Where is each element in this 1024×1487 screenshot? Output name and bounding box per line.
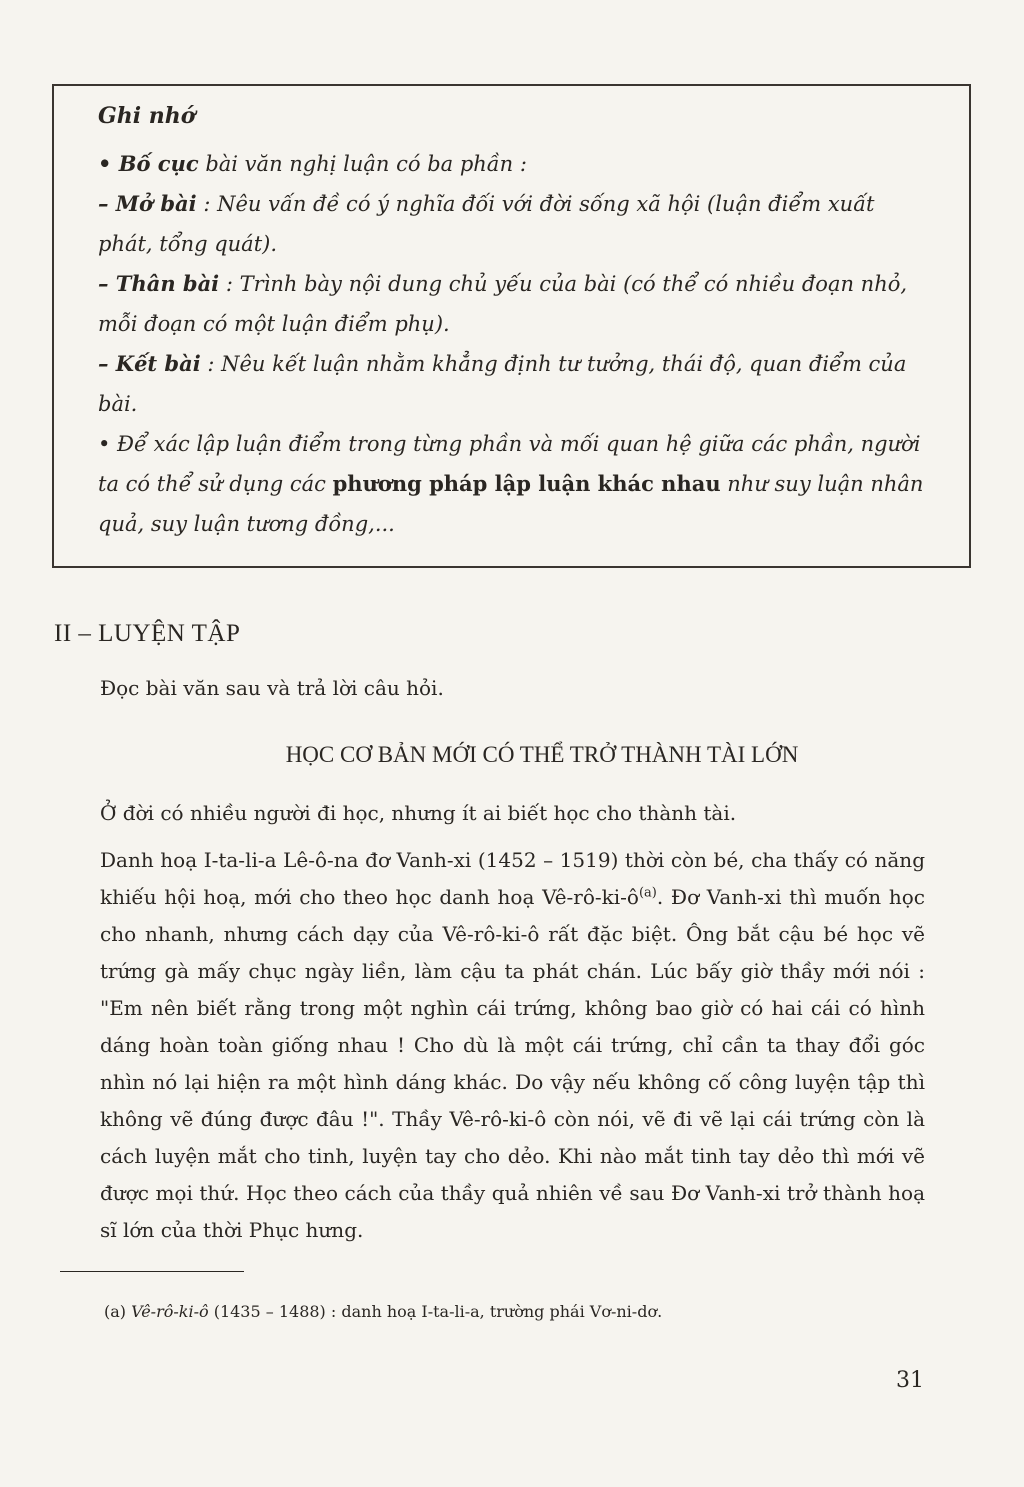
note-structure-bullet	[98, 144, 929, 184]
essay-paragraph-1: Ở đời có nhiều người đi học, nhưng ít ai biết học cho thành tài.	[100, 801, 737, 825]
note-bullet2-start: • Để xác lập luận điểm trong từng phần và mối quan hệ giữa các phần, người ta có thể sử dụng các	[98, 432, 921, 496]
exercise-instruction: Đọc bài văn sau và trả lời câu hỏi.	[100, 676, 444, 700]
ket-bai-text: : Nêu kết luận nhằm khẳng định tư tưởng, thái độ, quan điểm của bài.	[98, 352, 907, 416]
essay-p2-after: . Đơ Vanh-xi thì muốn học cho nhanh, nhưng cách dạy của Vê-rô-ki-ô rất đặc biệt. Ông bắt cậu bé học vẽ trứng gà mấy chục ngày liền, làm cậu ta phát chán. Lúc bấy giờ thầy mới nói : "Em nên biết rằng trong một nghìn cái trứng, không bao giờ có hai cái có hình dáng hoàn toàn giống nhau ! Cho dù là một cái trứng, chỉ cần ta thay đổi góc nhìn nó lại hiện ra một hình dáng khác. Do vậy nếu không cố công luyện tập thì không vẽ đúng được đâu !". Thầy Vê-rô-ki-ô còn nói, vẽ đi vẽ lại cái trứng còn là cách luyện mắt cho tinh, luyện tay cho dẻo. Khi nào mắt tinh tay dẻo thì mới vẽ được mọi thứ. Học theo cách của thầy quả nhiên về sau Đơ Vanh-xi trở thành hoạ sĩ lớn của thời Phục hưng.	[100, 885, 925, 1242]
footnote-reference: (a)	[638, 885, 657, 901]
footnote-divider	[60, 1271, 244, 1272]
mo-bai-label: – Mở bài	[98, 191, 197, 216]
than-bai-text: : Trình bày nội dung chủ yếu của bài (có thể có nhiều đoạn nhỏ, mỗi đoạn có một luận điểm phụ).	[98, 272, 908, 336]
note-bullet2-bold: phương pháp lập luận khác nhau	[332, 471, 721, 496]
section-heading: II – LUYỆN TẬP	[54, 620, 241, 647]
note-bullet1-lead: • Bố cục	[98, 151, 199, 176]
footnote-text: (1435 – 1488) : danh hoạ I-ta-li-a, trường phái Vơ-ni-dơ.	[208, 1302, 663, 1321]
note-method-bullet	[98, 424, 929, 544]
essay-p2-before: Danh hoạ I-ta-li-a Lê-ô-na đơ Vanh-xi (1452 – 1519) thời còn bé, cha thấy có năng khiếu hội hoạ, mới cho theo học danh hoạ Vê-rô-ki-ô	[100, 848, 925, 909]
note-bullet2-end: như suy luận nhân quả, suy luận tương đồng,...	[98, 472, 924, 536]
mo-bai-text: : Nêu vấn đề có ý nghĩa đối với đời sống xã hội (luận điểm xuất phát, tổng quát).	[98, 192, 875, 256]
note-than-bai	[98, 264, 929, 344]
note-mo-bai	[98, 184, 929, 264]
essay-paragraph-2	[100, 842, 925, 1249]
note-ket-bai	[98, 344, 929, 424]
essay-title: HỌC CƠ BẢN MỚI CÓ THỂ TRỞ THÀNH TÀI LỚN	[285, 742, 799, 767]
note-bullet1-rest: bài văn nghị luận có ba phần :	[198, 152, 527, 176]
than-bai-label: – Thân bài	[98, 271, 220, 296]
note-title: Ghi nhớ	[98, 103, 196, 129]
essay-body	[100, 795, 925, 1249]
footnote-name: Vê-rô-ki-ô	[131, 1302, 209, 1321]
footnote	[104, 1302, 662, 1321]
page-number: 31	[896, 1368, 924, 1393]
summary-note-box	[52, 84, 971, 568]
footnote-marker: (a)	[104, 1302, 132, 1321]
ket-bai-label: – Kết bài	[98, 351, 201, 376]
